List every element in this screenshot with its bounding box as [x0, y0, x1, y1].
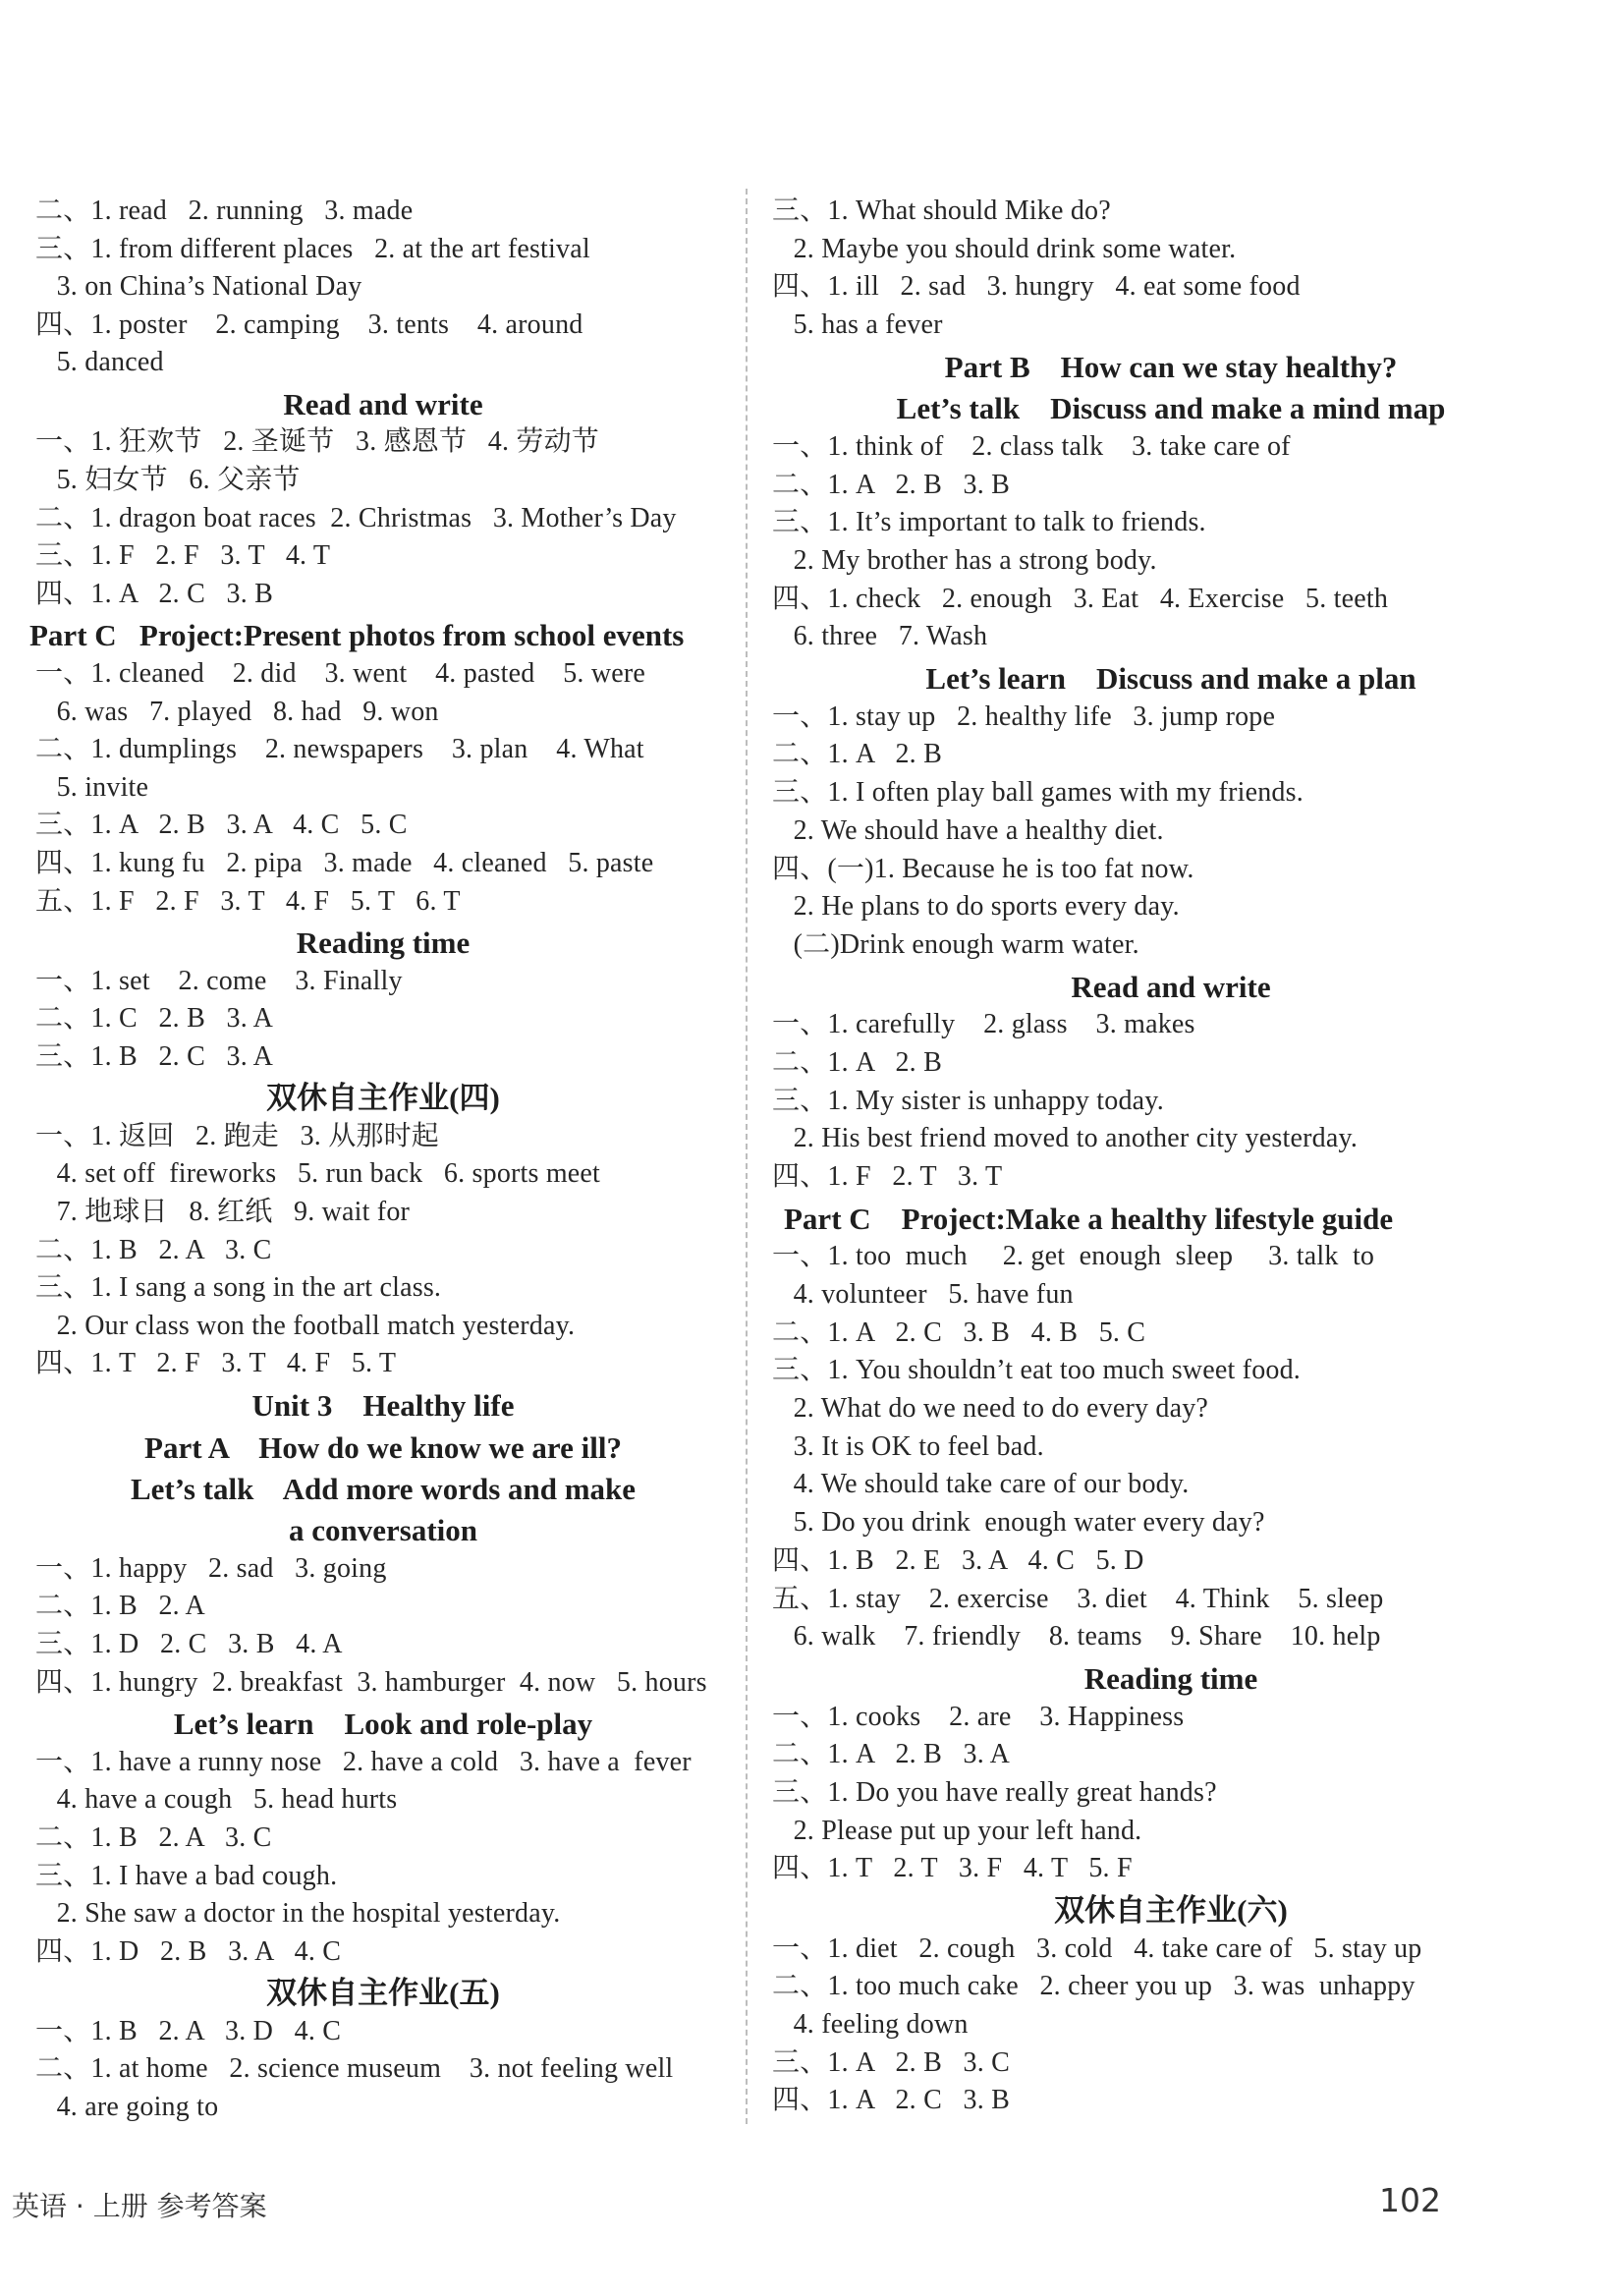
answer-line: 四、1. D 2. B 3. A 4. C — [35, 1935, 342, 1967]
answer-line: 二、1. B 2. A 3. C — [35, 1821, 272, 1853]
answer-line: 二、1. read 2. running 3. made — [35, 196, 414, 226]
answer-line: 四、1. B 2. E 3. A 4. C 5. D — [772, 1544, 1144, 1576]
answer-line: 四、1. check 2. enough 3. Eat 4. Exercise 5. teeth — [772, 583, 1389, 614]
answer-line: 三、1. F 2. F 3. T 4. T — [35, 540, 331, 572]
answer-line: 四、1. A 2. C 3. B — [35, 578, 274, 609]
answer-line: 6. was 7. played 8. had 9. won — [35, 696, 439, 727]
answer-line: 5. has a fever — [772, 309, 943, 341]
answer-line: 三、1. B 2. C 3. A — [35, 1040, 274, 1072]
answer-line: 4. volunteer 5. have fun — [772, 1278, 1074, 1310]
answer-line: 三、1. Do you have really great hands? — [772, 1776, 1217, 1808]
answer-line: 4. We should take care of our body. — [772, 1469, 1190, 1500]
answer-line: 一、1. diet 2. cough 3. cold 4. take care of 5. stay up — [772, 1932, 1422, 1964]
answer-line: 三、1. What should Mike do? — [772, 196, 1111, 226]
answer-line: 三、1. D 2. C 3. B 4. A — [35, 1629, 343, 1660]
answer-line: 4. feeling down — [772, 2008, 969, 2040]
answer-line: 一、1. think of 2. class talk 3. take care of — [772, 430, 1291, 462]
answer-line: 四、1. F 2. T 3. T — [772, 1160, 1003, 1192]
answer-line: 6. three 7. Wash — [772, 621, 988, 652]
answer-line: 三、1. You shouldn’t eat too much sweet food. — [772, 1355, 1301, 1386]
section-heading: Read and write — [1071, 969, 1271, 1004]
answer-line: 三、1. from different places 2. at the art festival — [35, 233, 590, 264]
answer-line: 一、1. have a runny nose 2. have a cold 3. have a fever — [35, 1746, 692, 1777]
section-heading: Let’s learn Discuss and make a plan — [925, 661, 1416, 697]
answer-line: 二、1. B 2. A — [35, 1591, 205, 1622]
answer-line: 四、1. T 2. F 3. T 4. F 5. T — [35, 1348, 397, 1379]
answer-line: 一、1. happy 2. sad 3. going — [35, 1552, 387, 1584]
answer-line: 三、1. My sister is unhappy today. — [772, 1085, 1164, 1116]
section-heading: Part B How can we stay healthy? — [944, 349, 1398, 384]
answer-line: 2. What do we need to do every day? — [772, 1393, 1209, 1425]
answer-line: 5. invite — [35, 771, 149, 803]
section-heading: a conversation — [288, 1513, 477, 1548]
answer-line: 4. are going to — [35, 2092, 219, 2122]
section-heading: Let’s talk Add more words and make — [130, 1471, 637, 1506]
answer-line: 三、1. I often play ball games with my friends. — [772, 777, 1304, 809]
section-heading: Let’s learn Look and role-play — [173, 1707, 593, 1742]
answer-line: 二、1. A 2. C 3. B 4. B 5. C — [772, 1316, 1146, 1348]
section-heading: Reading time — [1083, 1660, 1258, 1696]
answer-line: 二、1. A 2. B 3. A — [772, 1739, 1011, 1770]
section-heading: Reading time — [296, 925, 471, 961]
answer-line: 5. danced — [35, 347, 164, 378]
answer-line: 二、1. A 2. B — [772, 739, 942, 770]
answer-line: 四、1. kung fu 2. pipa 3. made 4. cleaned 5. paste — [35, 847, 654, 878]
answer-line: 一、1. set 2. come 3. Finally — [35, 965, 403, 996]
footer-label: 英语 · 上册 参考答案 — [12, 2190, 267, 2222]
answer-line: 一、1. stay up 2. healthy life 3. jump rope — [772, 700, 1276, 732]
answer-line: 5. Do you drink enough water every day? — [772, 1507, 1265, 1539]
answer-line: 四、1. poster 2. camping 3. tents 4. around — [35, 308, 583, 340]
answer-line: 4. have a cough 5. head hurts — [35, 1784, 398, 1816]
section-heading: Part C Project:Make a healthy lifestyle guide — [784, 1201, 1394, 1236]
answer-line: 一、1. B 2. A 3. D 4. C — [35, 2015, 342, 2046]
answer-line: 四、1. ill 2. sad 3. hungry 4. eat some food — [772, 271, 1301, 303]
section-heading: Read and write — [283, 387, 483, 421]
answer-line: 四、1. A 2. C 3. B — [772, 2085, 1011, 2116]
answer-line: 2. Maybe you should drink some water. — [772, 233, 1237, 264]
answer-line: 6. walk 7. friendly 8. teams 9. Share 10. help — [772, 1621, 1381, 1652]
answer-line: 一、1. 狂欢节 2. 圣诞节 3. 感恩节 4. 劳动节 — [35, 426, 600, 458]
answer-line: 二、1. at home 2. science museum 3. not feeling well — [35, 2053, 674, 2085]
answer-line: 2. Our class won the football match yesterday. — [35, 1310, 576, 1341]
answer-line: 2. He plans to do sports every day. — [772, 891, 1180, 923]
answer-line: 三、1. I sang a song in the art class. — [35, 1272, 442, 1304]
section-heading: Part C Project:Present photos from school events — [29, 618, 685, 653]
answer-line: 五、1. stay 2. exercise 3. diet 4. Think 5. sleep — [772, 1583, 1384, 1614]
answer-line: 4. set off fireworks 5. run back 6. sports meet — [35, 1158, 601, 1190]
answer-line: 2. She saw a doctor in the hospital yesterday. — [35, 1898, 561, 1930]
section-heading: 双休自主作业(五) — [266, 1976, 500, 2011]
answer-line: 3. on China’s National Day — [35, 271, 362, 303]
section-heading: Let’s talk Discuss and make a mind map — [896, 391, 1446, 426]
answer-line: 五、1. F 2. F 3. T 4. F 5. T 6. T — [35, 885, 461, 917]
page-number: 102 — [1379, 2181, 1441, 2219]
answer-line: 二、1. dumplings 2. newspapers 3. plan 4. What — [35, 734, 644, 765]
answer-line: 一、1. too much 2. get enough sleep 3. talk to — [772, 1241, 1375, 1272]
answer-line: 三、1. I have a bad cough. — [35, 1860, 338, 1891]
answer-line: 一、1. 返回 2. 跑走 3. 从那时起 — [35, 1120, 440, 1151]
answer-line: 二、1. A 2. B — [772, 1046, 942, 1078]
answer-line: 二、1. C 2. B 3. A — [35, 1003, 274, 1035]
answer-line: 2. We should have a healthy diet. — [772, 814, 1164, 846]
answer-line: 二、1. dragon boat races 2. Christmas 3. Mother’s Day — [35, 502, 677, 533]
answer-line: 四、1. T 2. T 3. F 4. T 5. F — [772, 1853, 1133, 1884]
answer-line: 二、1. B 2. A 3. C — [35, 1234, 272, 1265]
answer-line: 5. 妇女节 6. 父亲节 — [35, 465, 301, 496]
left-column — [0, 0, 739, 2296]
answer-line: 一、1. carefully 2. glass 3. makes — [772, 1009, 1195, 1040]
answer-line: (二)Drink enough warm water. — [772, 928, 1139, 960]
right-column — [739, 0, 1609, 2296]
answer-line: 二、1. too much cake 2. cheer you up 3. was unhappy — [772, 1971, 1415, 2002]
section-heading: 双休自主作业(六) — [1054, 1893, 1288, 1929]
answer-line: 四、(一)1. Because he is too fat now. — [772, 853, 1194, 884]
answer-line: 一、1. cleaned 2. did 3. went 4. pasted 5. were — [35, 657, 646, 689]
answer-line: 2. Please put up your left hand. — [772, 1815, 1142, 1846]
answer-line: 7. 地球日 8. 红纸 9. wait for — [35, 1197, 411, 1228]
answer-line: 三、1. A 2. B 3. A 4. C 5. C — [35, 810, 408, 841]
section-heading: Unit 3 Healthy life — [251, 1388, 515, 1424]
answer-line: 三、1. It’s important to talk to friends. — [772, 507, 1206, 538]
section-heading: 双休自主作业(四) — [266, 1081, 500, 1116]
answer-line: 二、1. A 2. B 3. B — [772, 469, 1011, 500]
answer-line: 3. It is OK to feel bad. — [772, 1430, 1044, 1462]
answer-line: 2. His best friend moved to another city yesterday. — [772, 1123, 1359, 1154]
answer-line: 四、1. hungry 2. breakfast 3. hamburger 4. now 5. hours — [35, 1666, 707, 1698]
answer-line: 三、1. A 2. B 3. C — [772, 2046, 1011, 2078]
answer-line: 一、1. cooks 2. are 3. Happiness — [772, 1701, 1185, 1732]
section-heading: Part A How do we know we are ill? — [144, 1429, 622, 1465]
answer-line: 2. My brother has a strong body. — [772, 545, 1157, 577]
